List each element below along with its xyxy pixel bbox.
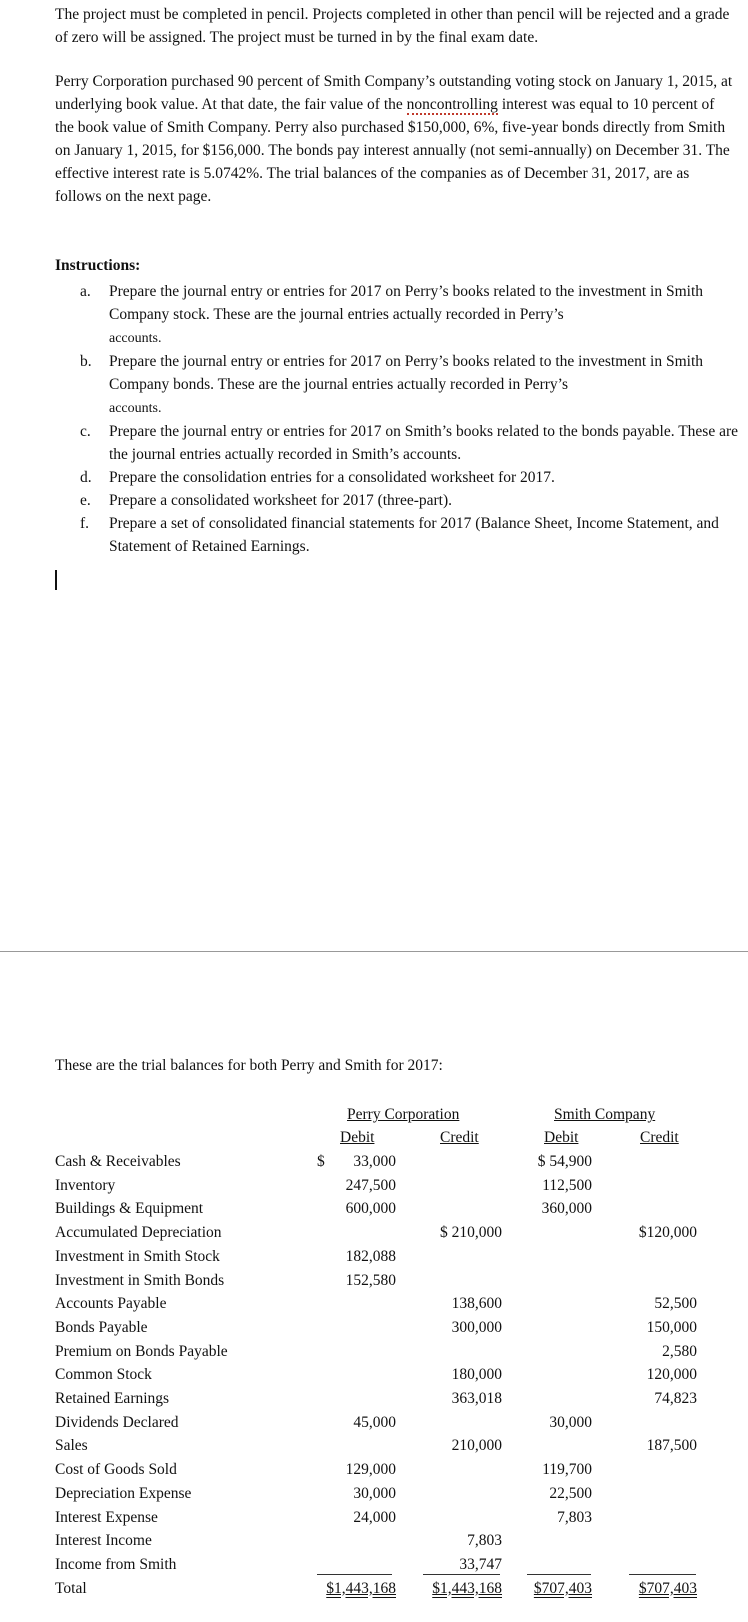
amount-perry-credit: 300,000 [451, 1319, 502, 1336]
amount-smith-credit: 74,823 [654, 1390, 697, 1407]
amount-smith-credit: 187,500 [646, 1437, 697, 1454]
total-perry-credit: $1,443,168 [432, 1580, 502, 1597]
account-label: Accounts Payable [55, 1295, 167, 1312]
perry-credit-sum-line [423, 1574, 500, 1575]
amount-perry-debit: 45,000 [353, 1414, 396, 1431]
instruction-item [80, 512, 740, 558]
instruction-item [80, 466, 740, 489]
problem-text-start: Perry Corporation purchased 90 percent of Smith Company’s outstanding voting stock on January 1, 2015, at underlying book value. At that date, the fair value of the [55, 73, 733, 113]
amount-smith-debit: $ 54,900 [537, 1153, 592, 1170]
notice-paragraph: The project must be completed in pencil. Projects completed in other than pencil will be rejected and a grade of zero will be assigned. The project must be turned in by the final exam date. [55, 6, 730, 46]
page-break-divider [0, 951, 748, 952]
smith-debit-header: Debit [544, 1129, 579, 1146]
spellcheck-marked-word: noncontrolling [406, 96, 498, 113]
amount-smith-debit: 7,803 [557, 1509, 592, 1526]
amount-smith-credit: 2,580 [662, 1343, 697, 1360]
amount-perry-credit: $ 210,000 [440, 1224, 502, 1241]
instruction-marker: a. [80, 283, 91, 300]
instruction-text: Prepare a consolidated worksheet for 2017 (three-part). [109, 492, 453, 509]
amount-perry-debit: 30,000 [353, 1485, 396, 1502]
amount-perry-debit: 152,580 [345, 1272, 396, 1289]
account-label: Investment in Smith Bonds [55, 1272, 225, 1289]
account-label: Premium on Bonds Payable [55, 1343, 228, 1360]
instruction-item [80, 280, 740, 350]
perry-debit-header: Debit [340, 1129, 375, 1146]
smith-company-header: Smith Company [554, 1106, 656, 1123]
instruction-marker: e. [80, 492, 91, 509]
account-label: Cash & Receivables [55, 1153, 181, 1170]
account-label: Dividends Declared [55, 1414, 179, 1431]
perry-debit-sum-line [317, 1574, 392, 1575]
amount-smith-debit: 30,000 [549, 1414, 592, 1431]
account-label: Inventory [55, 1177, 116, 1194]
amount-smith-debit: 22,500 [549, 1485, 592, 1502]
account-label: Interest Expense [55, 1509, 158, 1526]
instruction-marker: b. [80, 353, 92, 370]
account-label: Sales [55, 1437, 88, 1454]
amount-perry-debit: 600,000 [345, 1200, 396, 1217]
problem-paragraph [55, 70, 735, 208]
smith-credit-sum-line [629, 1574, 696, 1575]
instruction-item [80, 420, 740, 466]
amount-smith-credit: $120,000 [638, 1224, 697, 1241]
amount-perry-credit: 363,018 [451, 1390, 502, 1407]
account-label: Income from Smith [55, 1556, 177, 1573]
smith-credit-header: Credit [640, 1129, 679, 1146]
account-label: Depreciation Expense [55, 1485, 192, 1502]
perry-corporation-header: Perry Corporation [347, 1106, 460, 1123]
instructions-list [80, 280, 740, 558]
instruction-text: Prepare a set of consolidated financial statements for 2017 (Balance Sheet, Income Statement, and Statement of Retained Earnings. [109, 515, 719, 555]
amount-smith-debit: 119,700 [542, 1461, 592, 1478]
instruction-tail: accounts. [109, 331, 162, 346]
text-cursor[interactable] [55, 570, 57, 590]
total-label: Total [55, 1580, 87, 1597]
total-perry-debit: $1,443,168 [326, 1580, 396, 1597]
perry-dollar-sign: $ [317, 1153, 325, 1170]
smith-debit-sum-line [527, 1574, 591, 1575]
amount-smith-credit: 120,000 [646, 1366, 697, 1383]
account-label: Cost of Goods Sold [55, 1461, 177, 1478]
instruction-marker: f. [80, 515, 90, 532]
amount-perry-debit: 129,000 [345, 1461, 396, 1478]
amount-smith-credit: 150,000 [646, 1319, 697, 1336]
perry-credit-header: Credit [440, 1129, 479, 1146]
instructions-heading: Instructions: [55, 257, 141, 274]
amount-perry-debit: 182,088 [345, 1248, 396, 1265]
account-label: Common Stock [55, 1366, 152, 1383]
instruction-marker: c. [80, 423, 91, 440]
amount-perry-credit: 7,803 [467, 1532, 502, 1549]
amount-smith-credit: 52,500 [654, 1295, 697, 1312]
instruction-tail: accounts. [109, 401, 162, 416]
amount-perry-debit: 24,000 [353, 1509, 396, 1526]
account-label: Buildings & Equipment [55, 1200, 204, 1217]
instruction-text: Prepare the journal entry or entries for 2017 on Perry’s books related to the investment in Smith Company stock. These are the journal entries actually recorded in Perry’s [109, 283, 704, 323]
account-label: Accumulated Depreciation [55, 1224, 222, 1241]
amount-perry-credit: 210,000 [451, 1437, 502, 1454]
amount-smith-debit: 112,500 [542, 1177, 592, 1194]
account-label: Retained Earnings [55, 1390, 170, 1407]
account-label: Investment in Smith Stock [55, 1248, 220, 1265]
amount-perry-credit: 180,000 [451, 1366, 502, 1383]
amount-perry-debit: 33,000 [353, 1153, 396, 1170]
trial-balance-caption: These are the trial balances for both Perry and Smith for 2017: [55, 1057, 443, 1074]
instruction-item [80, 489, 740, 512]
account-label: Bonds Payable [55, 1319, 148, 1336]
total-smith-credit: $707,403 [638, 1580, 697, 1597]
total-smith-debit: $707,403 [533, 1580, 592, 1597]
instruction-text: Prepare the journal entry or entries for 2017 on Perry’s books related to the investment in Smith Company bonds. These are the journal entries actually recorded in Perry’s [109, 353, 704, 393]
instruction-text: Prepare the journal entry or entries for 2017 on Smith’s books related to the bonds payable. These are the journal entries actually recorded in Smith’s accounts. [109, 423, 739, 463]
amount-smith-debit: 360,000 [541, 1200, 592, 1217]
instruction-text: Prepare the consolidation entries for a consolidated worksheet for 2017. [109, 469, 555, 486]
amount-perry-debit: 247,500 [345, 1177, 396, 1194]
account-label: Interest Income [55, 1532, 152, 1549]
instruction-item [80, 350, 740, 420]
amount-perry-credit: 138,600 [451, 1295, 502, 1312]
instruction-marker: d. [80, 469, 92, 486]
problem-text-end: interest was equal to 10 percent of the book value of Smith Company. Perry also purchased $150,000, 6%, five-year bonds directly from Smith on January 1, 2015, for $156,000. The bonds pay interest annually (not semi-annually) on December 31. The effective interest rate is 5.0742%. The trial balances of the companies as of December 31, 2017, are as follows on the next page. [55, 96, 730, 205]
amount-perry-credit: 33,747 [459, 1556, 502, 1573]
